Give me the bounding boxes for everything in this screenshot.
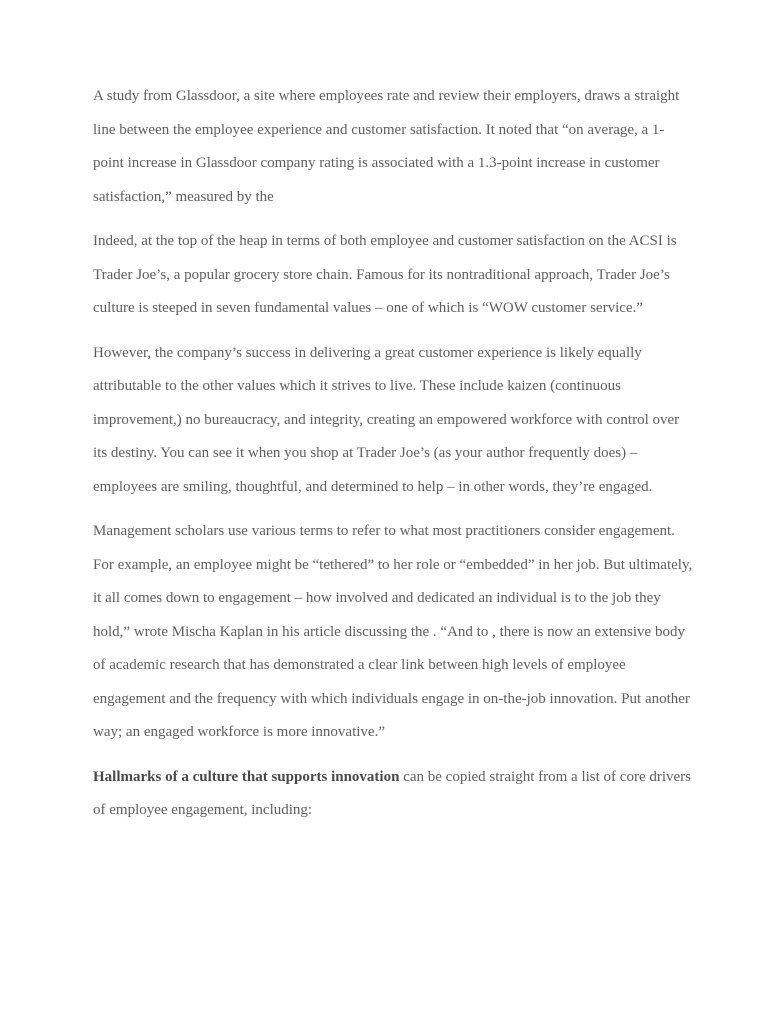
paragraph-trader-joes: Indeed, at the top of the heap in terms of both employee and customer satisfaction on the ACSI is Trader Joe’s, a popular grocery store chain. Famous for its nontraditional approach, Trader Joe’s culture is steeped in seven fundamental values – one of which is “WOW customer service.” (93, 233, 677, 316)
paragraph-company-values: However, the company’s success in delivering a great customer experience is likely equally attributable to the other values which it strives to live. These include kaizen (continuous improvement,) no bureaucracy, and integrity, creating an empowered workforce with control over its destiny. You can see it when you shop at Trader Joe’s (as your author frequently does) – employees are smiling, thoughtful, and determined to help – in other words, they’re engaged. (93, 344, 680, 495)
article-body (93, 80, 693, 839)
bold-heading-phrase: Hallmarks of a culture that supports innovation (93, 768, 400, 785)
paragraph-innovation-text: can be copied straight from a list of core drivers of employee engagement, including: (93, 768, 691, 818)
paragraph-innovation-culture (93, 761, 693, 828)
paragraph-glassdoor-study: A study from Glassdoor, a site where employees rate and review their employers, draws a straight line between the employee experience and customer satisfaction. It noted that “on average, a 1-point increase in Glassdoor company rating is associated with a 1.3-point increase in customer satisfaction,” measured by the (93, 88, 680, 205)
paragraph-engagement: Management scholars use various terms to refer to what most practitioners consider engagement. For example, an employee might be “tethered” to her role or “embedded” in her job. But ultimately, it all comes down to engagement – how involved and dedicated an individual is to the job they hold,” wrote Mischa Kaplan in his article discussing the . “And to , there is now an extensive body of academic research that has demonstrated a clear link between high levels of employee engagement and the frequency with which individuals engage in on-the-job innovation. Put another way; an engaged workforce is more innovative.” (93, 523, 693, 740)
